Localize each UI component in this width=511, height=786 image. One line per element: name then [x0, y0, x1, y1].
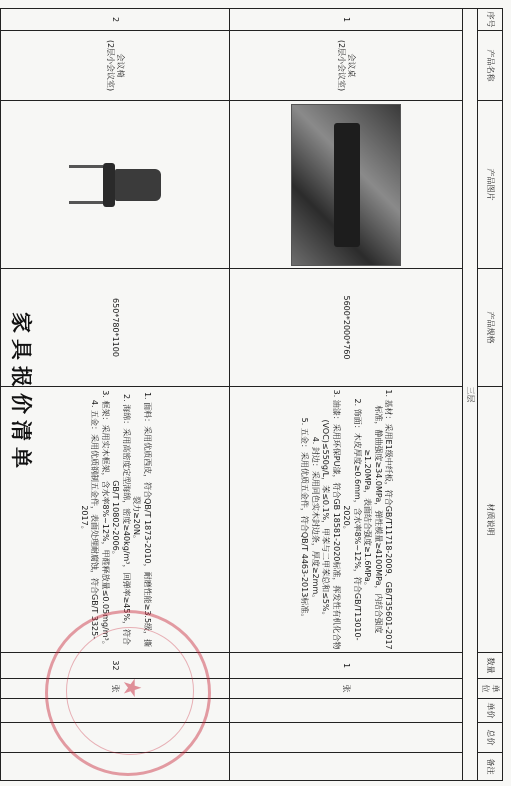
row-name: 会议桌 (2层小会议室): [230, 31, 463, 101]
material-line: 4. 封边：采用同色实木封边条，厚度≥2mm。: [310, 436, 320, 603]
row-qty: 32: [1, 653, 230, 679]
row-total: [230, 723, 463, 753]
table-header-row: [478, 9, 503, 781]
row-image: [1, 101, 230, 269]
material-line: 3. 框架：采用实木框架，含水率8%~12%，甲醛释放量≤0.05mg/m³。: [100, 390, 110, 649]
table-row: [230, 9, 463, 781]
row-image: [230, 101, 463, 269]
header-price: 单价: [478, 699, 503, 723]
row-material: [230, 387, 463, 653]
header-image: 产品图片: [478, 101, 503, 269]
row-price: [230, 699, 463, 723]
header-qty: 数量: [478, 653, 503, 679]
header-spec: 产品规格: [478, 269, 503, 387]
material-line: 5. 五金：采用优质五金件，符合QB/T 4463-2013标准。: [300, 417, 310, 622]
row-unit: 张: [230, 679, 463, 699]
conference-table-photo: [291, 104, 401, 266]
row-spec: 650*780*1100: [1, 269, 230, 387]
row-unit: 张: [1, 679, 230, 699]
document-title: 家具报价清单: [9, 312, 34, 474]
material-line: 3. 油漆：采用环保PU漆，符合GB 18581-2020标准，挥发性有机化合物(VOC)≤550g/L，苯≤0.1%，甲苯与二甲苯总和≤5%。: [321, 389, 341, 650]
material-line: 2. 饰面：木皮厚度≥0.6mm，含水率8%~12%，符合GB/T13010-2020。: [342, 398, 362, 641]
header-remark: 备注: [478, 753, 503, 781]
conference-chair-photo: [65, 149, 165, 221]
material-line: 1. 面料：采用优质西皮，符合QB/T 1873-2010，耐磨性能≥3.5级，撕裂力≥20N。: [132, 391, 152, 648]
row-name: 会议椅 (2层小会议室): [1, 31, 230, 101]
header-unit: 单位: [478, 679, 503, 699]
material-line: 1. 基材：采用E1级中纤板，符合GB/T11718-2009、GB/T35601-2017标准，静曲强度≥34.0MPa，弹性模量≥4100MPa，内结合强度≥1.20MPa，表面结合强度≥1.6MPa。: [363, 389, 394, 650]
row-spec: 5600*2000*760: [230, 269, 463, 387]
header-seq: 序号: [478, 9, 503, 31]
company-seal: ★: [45, 610, 211, 776]
material-line: 4. 五金：采用优质钢制五金件，表面处理耐腐蚀，符合GB/T 3325-2017。: [79, 399, 100, 640]
group-row: [463, 9, 478, 781]
row-remark: [230, 753, 463, 781]
row-qty: 1: [230, 653, 463, 679]
material-line: 2. 海绵：采用高密度定型海绵，密度≥40kg/m³，回弹率≥45%，符合GB/T 10802-2006。: [111, 394, 131, 645]
group-label: 三层: [463, 9, 478, 781]
header-name: 产品名称: [478, 31, 503, 101]
row-seq: 2: [1, 9, 230, 31]
header-total: 总价: [478, 723, 503, 753]
header-material: 材质说明: [478, 387, 503, 653]
row-seq: 1: [230, 9, 463, 31]
